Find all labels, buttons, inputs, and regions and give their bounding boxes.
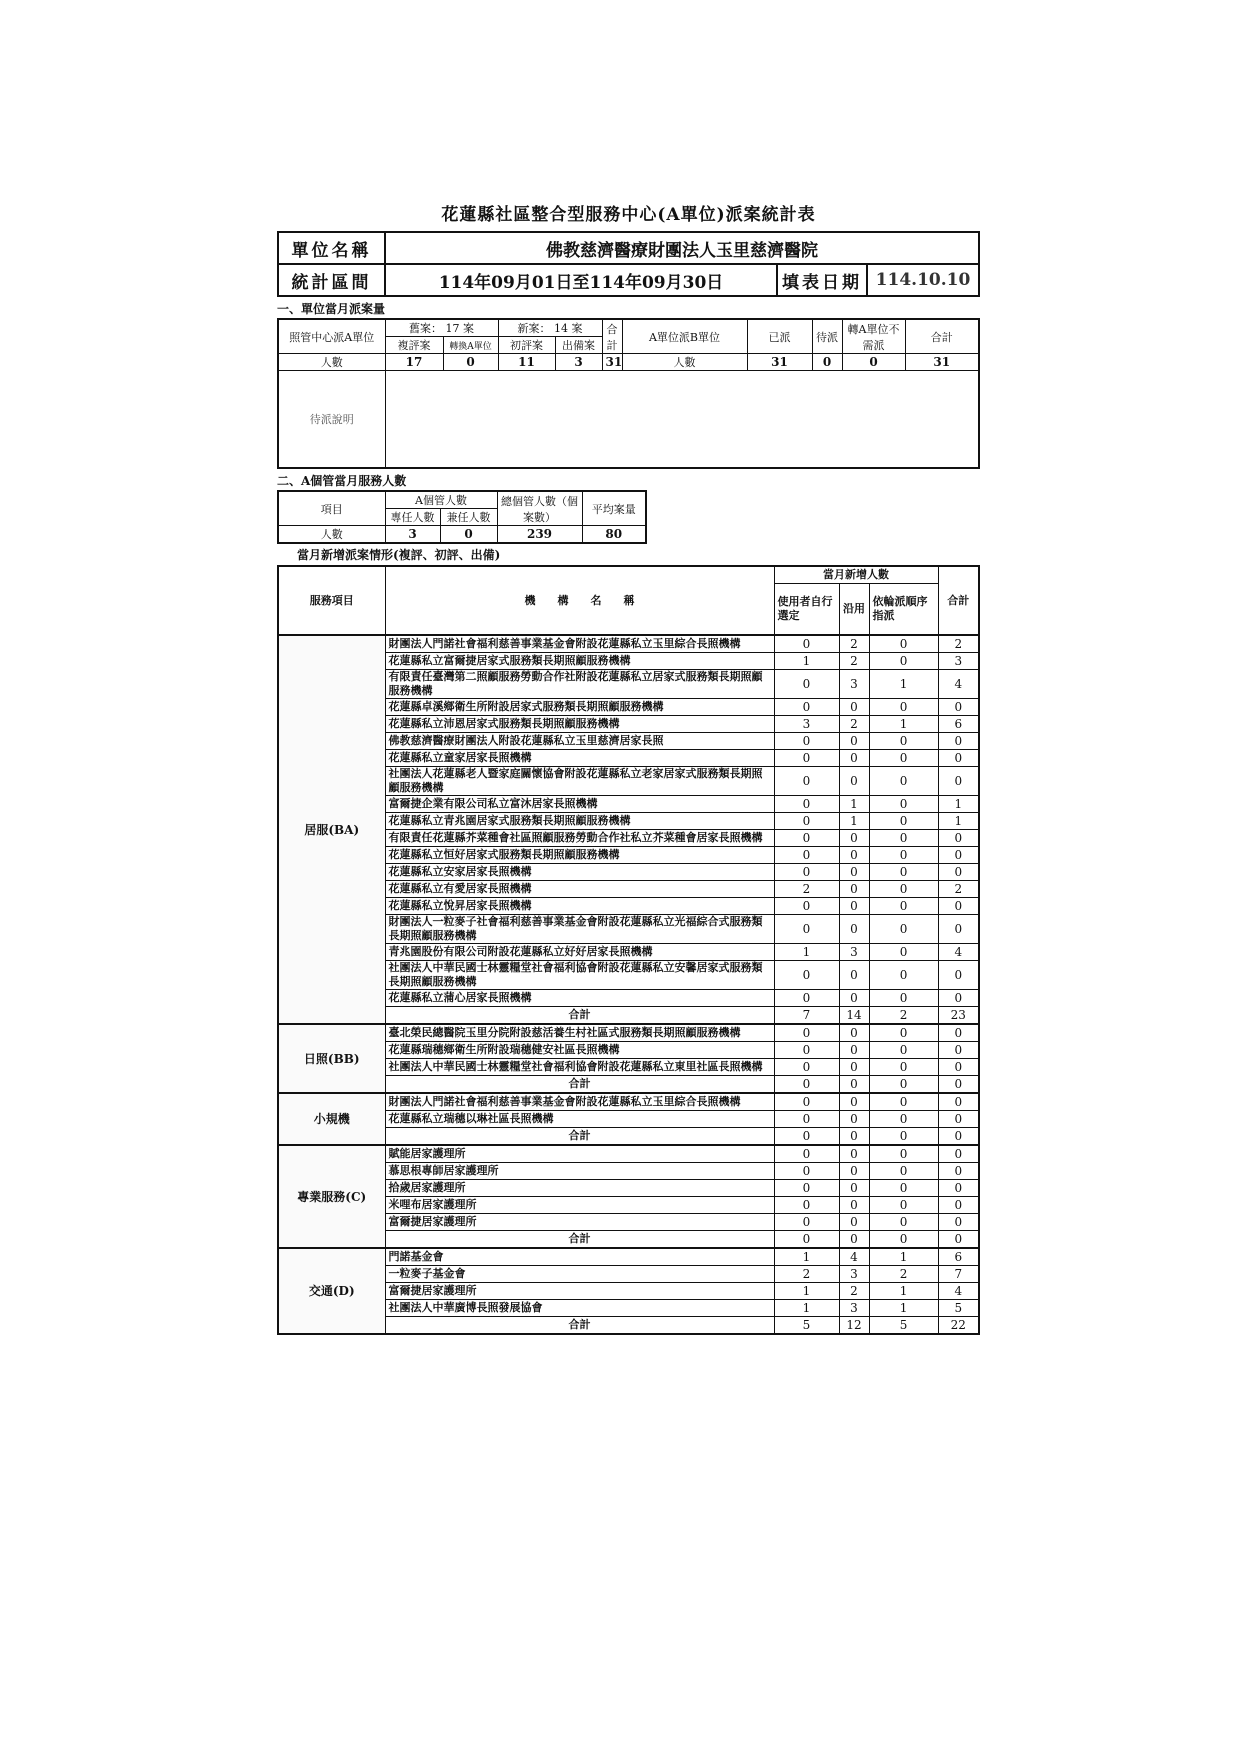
part-time-count: 0: [440, 526, 497, 544]
row-total: 4: [938, 944, 979, 961]
rotation-count: 0: [869, 1145, 938, 1163]
total2-count: 31: [905, 354, 979, 371]
subtotal-label: 合計: [385, 1007, 774, 1025]
org-name: 賦能居家護理所: [385, 1145, 774, 1163]
org-name: 花蓮縣私立沛恩居家式服務類長期照顧服務機構: [385, 716, 774, 733]
row-total: 0: [938, 1163, 979, 1180]
self-select-count: 2: [774, 1266, 839, 1283]
continue-count: 0: [839, 847, 869, 864]
row-total: 0: [938, 830, 979, 847]
service-category: 專業服務(C): [278, 1145, 385, 1248]
table-row: [278, 1248, 979, 1266]
row-total: 2: [938, 881, 979, 898]
row-total: 0: [938, 1214, 979, 1231]
avg-load-label: 平均案量: [582, 491, 646, 526]
total-count: 31: [602, 354, 622, 371]
subtotal-value: 0: [869, 1231, 938, 1249]
dispatched-label: 已派: [747, 319, 812, 354]
fill-date-label: 填表日期: [777, 264, 867, 296]
org-name: 花蓮縣私立有愛居家長照機構: [385, 881, 774, 898]
self-select-count: 0: [774, 796, 839, 813]
transfer-case-label: 轉換A單位: [443, 337, 498, 354]
self-select-count: 0: [774, 813, 839, 830]
rotation-count: 0: [869, 1214, 938, 1231]
subtotal-label: 合計: [385, 1128, 774, 1146]
self-select-count: 0: [774, 1059, 839, 1076]
self-select-count: 2: [774, 881, 839, 898]
self-select-count: 0: [774, 915, 839, 944]
self-select-count: 3: [774, 716, 839, 733]
org-name: 花蓮縣私立蒲心居家長照機構: [385, 990, 774, 1007]
subtotal-value: 0: [938, 1076, 979, 1094]
service-category: 小規機: [278, 1093, 385, 1145]
org-name: 花蓮縣私立青兆園居家式服務類長期照顧服務機構: [385, 813, 774, 830]
row-total: 7: [938, 1266, 979, 1283]
subtotal-value: 7: [774, 1007, 839, 1025]
new-cases-label: 新案： 14 案: [498, 319, 602, 337]
subtotal-value: 5: [774, 1317, 839, 1335]
org-name: 財團法人門諾社會福利慈善事業基金會附設花蓮縣私立玉里綜合長照機構: [385, 1093, 774, 1111]
new-dispatch-table: [277, 565, 980, 1335]
row-total: 0: [938, 1093, 979, 1111]
rotation-count: 0: [869, 733, 938, 750]
row-total: 0: [938, 847, 979, 864]
rotation-count: 0: [869, 881, 938, 898]
continue-count: 3: [839, 1300, 869, 1317]
dispatch-statistics-form: [277, 200, 980, 1335]
self-select-count: 0: [774, 1042, 839, 1059]
rotation-count: 1: [869, 716, 938, 733]
continue-count: 4: [839, 1248, 869, 1266]
a-case-mgr-label: A個管人數: [385, 491, 497, 509]
org-name: 青兆園股份有限公司附設花蓮縣私立好好居家長照機構: [385, 944, 774, 961]
continue-count: 0: [839, 1059, 869, 1076]
org-name: 門諾基金會: [385, 1248, 774, 1266]
continue-count: 0: [839, 990, 869, 1007]
continue-count: 1: [839, 796, 869, 813]
self-select-count: 1: [774, 653, 839, 670]
table-row: [278, 1093, 979, 1111]
continue-count: 0: [839, 1024, 869, 1042]
total-case-label: 總個管人數（個案數）: [497, 491, 582, 526]
pending-memo-label: 待派說明: [278, 371, 385, 469]
self-select-count: 0: [774, 1163, 839, 1180]
transfer-count: 0: [443, 354, 498, 371]
row-total: 0: [938, 1024, 979, 1042]
org-name: 社團法人中華民國士林靈糧堂社會福利協會附設花蓮縣私立東里社區長照機構: [385, 1059, 774, 1076]
row-total: 0: [938, 750, 979, 767]
org-name: 米哩布居家護理所: [385, 1197, 774, 1214]
continue-count: 0: [839, 767, 869, 796]
continue-count: 2: [839, 1283, 869, 1300]
row-total: 0: [938, 699, 979, 716]
period-value: 114年09月01日至114年09月30日: [385, 264, 777, 296]
continue-count: 0: [839, 915, 869, 944]
full-time-count: 3: [385, 526, 440, 544]
self-select-count: 0: [774, 750, 839, 767]
center-to-a-label: 照管中心派A單位: [278, 319, 385, 354]
total-case-count: 239: [497, 526, 582, 544]
service-category: 居服(BA): [278, 635, 385, 1024]
subtotal-value: 0: [938, 1231, 979, 1249]
row-total: 6: [938, 716, 979, 733]
row-total: 0: [938, 1059, 979, 1076]
org-name: 拾歲居家護理所: [385, 1180, 774, 1197]
continue-count: 3: [839, 670, 869, 699]
case-manager-table: [277, 490, 647, 544]
row-total: 6: [938, 1248, 979, 1266]
self-select-count: 0: [774, 1024, 839, 1042]
continue-col-header: 沿用: [839, 584, 869, 636]
continue-count: 0: [839, 1111, 869, 1128]
org-name: 花蓮縣私立童家居家長照機構: [385, 750, 774, 767]
row-total: 0: [938, 1042, 979, 1059]
row-total: 0: [938, 864, 979, 881]
self-select-count: 1: [774, 944, 839, 961]
continue-count: 0: [839, 699, 869, 716]
part-time-label: 兼任人數: [440, 509, 497, 526]
self-select-count: 0: [774, 1145, 839, 1163]
org-name: 臺北榮民總醫院玉里分院附設慈活養生村社區式服務類長期照顧服務機構: [385, 1024, 774, 1042]
continue-count: 0: [839, 881, 869, 898]
org-name: 慕思根專師居家護理所: [385, 1163, 774, 1180]
continue-count: 0: [839, 1197, 869, 1214]
pending-count: 0: [812, 354, 842, 371]
initial-count: 11: [498, 354, 555, 371]
subtotal-value: 0: [774, 1076, 839, 1094]
rotation-count: 0: [869, 898, 938, 915]
rotation-count: 0: [869, 750, 938, 767]
discharge-count: 3: [555, 354, 602, 371]
self-select-count: 0: [774, 767, 839, 796]
self-select-count: 0: [774, 847, 839, 864]
rotation-col-header: 依輪派順序指派: [869, 584, 938, 636]
subtotal-value: 23: [938, 1007, 979, 1025]
subtotal-value: 22: [938, 1317, 979, 1335]
fill-date-value: 114.10.10: [867, 264, 979, 296]
subtotal-value: 0: [774, 1128, 839, 1146]
rotation-count: 0: [869, 635, 938, 653]
total-label: 合計: [602, 319, 622, 354]
total-col-header: 合計: [938, 566, 979, 635]
row-label: 人數: [278, 354, 385, 371]
continue-count: 0: [839, 1093, 869, 1111]
self-select-count: 1: [774, 1248, 839, 1266]
continue-count: 2: [839, 653, 869, 670]
org-name: 社團法人中華民國士林靈糧堂社會福利協會附設花蓮縣私立安馨居家式服務類長期照顧服務機構: [385, 961, 774, 990]
row-total: 0: [938, 1145, 979, 1163]
org-name: 富爾捷居家護理所: [385, 1283, 774, 1300]
service-category: 交通(D): [278, 1248, 385, 1334]
org-name: 花蓮縣卓溪鄉衛生所附設居家式服務類長期照顧服務機構: [385, 699, 774, 716]
document-title: 花蓮縣社區整合型服務中心(A單位)派案統計表: [441, 205, 816, 225]
org-name: 花蓮縣瑞穗鄉衛生所附設瑞穗健安社區長照機構: [385, 1042, 774, 1059]
full-time-label: 專任人數: [385, 509, 440, 526]
subtotal-value: 0: [869, 1076, 938, 1094]
rotation-count: 1: [869, 1248, 938, 1266]
continue-count: 0: [839, 1163, 869, 1180]
row-total: 4: [938, 670, 979, 699]
rotation-count: 0: [869, 796, 938, 813]
subtotal-value: 2: [869, 1007, 938, 1025]
review-count: 17: [385, 354, 443, 371]
org-name: 佛教慈濟醫療財團法人附設花蓮縣私立玉里慈濟居家長照: [385, 733, 774, 750]
rotation-count: 0: [869, 830, 938, 847]
org-name: 花蓮縣私立富爾捷居家式服務類長期照顧服務機構: [385, 653, 774, 670]
self-select-count: 0: [774, 1180, 839, 1197]
continue-count: 0: [839, 1042, 869, 1059]
subtotal-value: 14: [839, 1007, 869, 1025]
subtotal-value: 5: [869, 1317, 938, 1335]
row-total: 2: [938, 635, 979, 653]
subtotal-label: 合計: [385, 1076, 774, 1094]
unit-name-value: 佛教慈濟醫療財團法人玉里慈濟醫院: [385, 232, 979, 264]
rotation-count: 0: [869, 1059, 938, 1076]
rotation-count: 0: [869, 653, 938, 670]
initial-case-label: 初評案: [498, 337, 555, 354]
row-total: 0: [938, 733, 979, 750]
continue-count: 3: [839, 944, 869, 961]
row-label: 人數: [278, 526, 385, 544]
rotation-count: 0: [869, 990, 938, 1007]
header-table: [277, 231, 980, 297]
old-cases-label: 舊案： 17 案: [385, 319, 498, 337]
continue-count: 0: [839, 1180, 869, 1197]
org-name: 一粒麥子基金會: [385, 1266, 774, 1283]
continue-count: 0: [839, 1145, 869, 1163]
row-total: 0: [938, 915, 979, 944]
org-name: 花蓮縣私立安家居家長照機構: [385, 864, 774, 881]
section2-heading: 二、A個管當月服務人數: [277, 474, 407, 488]
subtotal-value: 12: [839, 1317, 869, 1335]
self-select-count: 1: [774, 1300, 839, 1317]
discharge-case-label: 出備案: [555, 337, 602, 354]
subtotal-value: 0: [839, 1128, 869, 1146]
org-name: 花蓮縣私立瑞穗以琳社區長照機構: [385, 1111, 774, 1128]
rotation-count: 0: [869, 1197, 938, 1214]
item-label: 項目: [278, 491, 385, 526]
unit-name-label: 單位名稱: [278, 232, 385, 264]
rotation-count: 0: [869, 847, 938, 864]
pending-label: 待派: [812, 319, 842, 354]
rotation-count: 0: [869, 1180, 938, 1197]
new-count-group-header: 當月新增人數: [774, 566, 938, 584]
org-name: 財團法人門諾社會福利慈善事業基金會附設花蓮縣私立玉里綜合長照機構: [385, 635, 774, 653]
subtotal-value: 0: [774, 1231, 839, 1249]
continue-count: 0: [839, 750, 869, 767]
continue-count: 0: [839, 733, 869, 750]
self-select-count: 0: [774, 699, 839, 716]
self-select-count: 0: [774, 1214, 839, 1231]
rotation-count: 0: [869, 813, 938, 830]
self-select-count: 0: [774, 1111, 839, 1128]
rotation-count: 0: [869, 961, 938, 990]
org-name: 富爾捷企業有限公司私立富沐居家長照機構: [385, 796, 774, 813]
self-select-count: 0: [774, 1093, 839, 1111]
row-total: 0: [938, 767, 979, 796]
self-select-count: 0: [774, 635, 839, 653]
self-select-count: 0: [774, 990, 839, 1007]
table-row: [278, 1024, 979, 1042]
rotation-count: 2: [869, 1266, 938, 1283]
org-name: 財團法人一粒麥子社會福利慈善事業基金會附設花蓮縣私立光福綜合式服務類長期照顧服務機構: [385, 915, 774, 944]
org-name: 花蓮縣私立恒好居家式服務類長期照顧服務機構: [385, 847, 774, 864]
subtotal-label: 合計: [385, 1231, 774, 1249]
table-row: [278, 635, 979, 653]
self-select-count: 0: [774, 733, 839, 750]
service-category: 日照(BB): [278, 1024, 385, 1093]
org-name: 有限責任花蓮縣芥菜種會社區照顧服務勞動合作社私立芥菜種會居家長照機構: [385, 830, 774, 847]
continue-count: 2: [839, 716, 869, 733]
continue-count: 0: [839, 1214, 869, 1231]
total2-label: 合計: [905, 319, 979, 354]
self-select-count: 0: [774, 864, 839, 881]
rotation-count: 0: [869, 944, 938, 961]
rotation-count: 0: [869, 1163, 938, 1180]
row-total: 0: [938, 898, 979, 915]
org-name: 社團法人中華廣博長照發展協會: [385, 1300, 774, 1317]
transfer-no-dispatch-label: 轉A單位不需派: [842, 319, 905, 354]
row-total: 4: [938, 1283, 979, 1300]
avg-load-value: 80: [582, 526, 646, 544]
row-total: 0: [938, 1180, 979, 1197]
dispatched-count: 31: [747, 354, 812, 371]
subtotal-value: 0: [869, 1128, 938, 1146]
self-select-col-header: 使用者自行選定: [774, 584, 839, 636]
org-name: 社團法人花蓮縣老人暨家庭關懷協會附設花蓮縣私立老家居家式服務類長期照顧服務機構: [385, 767, 774, 796]
continue-count: 1: [839, 813, 869, 830]
row-total: 1: [938, 813, 979, 830]
org-name: 有限責任臺灣第二照顧服務勞動合作社附設花蓮縣私立居家式服務類長期照顧服務機構: [385, 670, 774, 699]
row-total: 0: [938, 1197, 979, 1214]
self-select-count: 0: [774, 898, 839, 915]
row-total: 3: [938, 653, 979, 670]
monthly-dispatch-table: [277, 318, 980, 469]
rotation-count: 0: [869, 1042, 938, 1059]
rotation-count: 0: [869, 1093, 938, 1111]
continue-count: 0: [839, 830, 869, 847]
pending-memo-value: [385, 371, 979, 469]
self-select-count: 0: [774, 961, 839, 990]
row-label2: 人數: [622, 354, 747, 371]
continue-count: 0: [839, 898, 869, 915]
org-name: 花蓮縣私立悅昇居家長照機構: [385, 898, 774, 915]
self-select-count: 0: [774, 830, 839, 847]
row-total: 0: [938, 1111, 979, 1128]
continue-count: 0: [839, 961, 869, 990]
rotation-count: 1: [869, 1300, 938, 1317]
org-name: 富爾捷居家護理所: [385, 1214, 774, 1231]
rotation-count: 0: [869, 699, 938, 716]
transfer-no-count: 0: [842, 354, 905, 371]
a-to-b-label: A單位派B單位: [622, 319, 747, 354]
rotation-count: 0: [869, 864, 938, 881]
rotation-count: 0: [869, 1111, 938, 1128]
table-row: [278, 1145, 979, 1163]
continue-count: 2: [839, 635, 869, 653]
rotation-count: 1: [869, 670, 938, 699]
subtotal-value: 0: [839, 1231, 869, 1249]
rotation-count: 0: [869, 1024, 938, 1042]
section1-heading: 一、單位當月派案量: [277, 302, 386, 316]
subtotal-label: 合計: [385, 1317, 774, 1335]
row-total: 1: [938, 796, 979, 813]
subtotal-value: 0: [839, 1076, 869, 1094]
continue-count: 0: [839, 864, 869, 881]
org-col-header: 機 構 名 稱: [385, 566, 774, 635]
rotation-count: 1: [869, 1283, 938, 1300]
row-total: 5: [938, 1300, 979, 1317]
rotation-count: 0: [869, 767, 938, 796]
row-total: 0: [938, 961, 979, 990]
review-case-label: 複評案: [385, 337, 443, 354]
self-select-count: 0: [774, 670, 839, 699]
subtotal-value: 0: [938, 1128, 979, 1146]
row-total: 0: [938, 990, 979, 1007]
section3-heading: 當月新增派案情形(複評、初評、出備): [297, 548, 501, 562]
self-select-count: 1: [774, 1283, 839, 1300]
continue-count: 3: [839, 1266, 869, 1283]
rotation-count: 0: [869, 915, 938, 944]
self-select-count: 0: [774, 1197, 839, 1214]
service-col-header: 服務項目: [278, 566, 385, 635]
period-label: 統計區間: [278, 264, 385, 296]
